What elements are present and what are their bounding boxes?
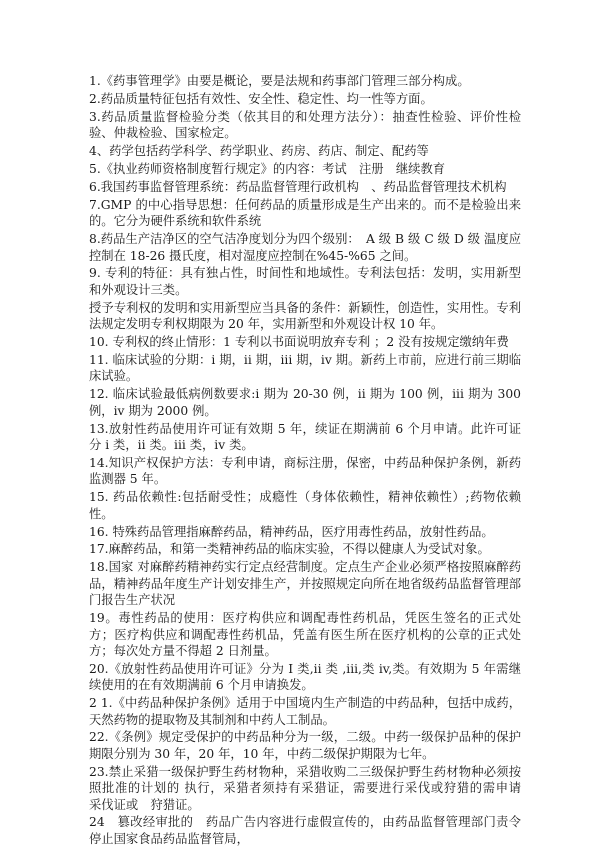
- paragraph: 16. 特殊药品管理指麻醉药品，精神药品，医疗用毒性药品，放射性药品。: [89, 524, 494, 539]
- paragraph: 13.放射性药品使用许可证有效期 5 年，续证在期满前 6 个月申请。此许可证分 i 类，ii 类。iii 类，iv 类。: [89, 421, 521, 453]
- paragraph: 10. 专利权的终止情形：1 专利以书面说明放弃专利 ；2 没有按规定缴纳年费: [89, 335, 509, 350]
- paragraph: 17.麻醉药品，和第一类精神药品的临床实验，不得以健康人为受试对象。: [89, 542, 490, 557]
- paragraph: 11. 临床试验的分期：i 期，ii 期，iii 期，iv 期。新药上市前，应进行前三期临床试验。: [89, 353, 521, 384]
- paragraph: 12. 临床试验最低病例数要求:i 期为 20-30 例，ii 期为 100 例，iii 期为 300 例，iv 期为 2000 例。: [89, 387, 521, 418]
- paragraph: 14.知识产权保护方法：专利申请，商标注册，保密，中药品种保护条例，新药监测器 5 年。: [89, 455, 521, 487]
- paragraph: 8.药品生产洁净区的空气洁净度划分为四个级别： A 级 B 级 C 级 D 级 温度应控制在 18-26 摄氏度，相对湿度应控制在%45-%65 之间。: [89, 232, 521, 263]
- paragraph: 18.国家 对麻醉药精神药实行定点经营制度。定点生产企业必须严格按照麻醉药品，精神药品年度生产计划安排生产，并按照规定向所在地省级药品监督管理部门报告生产状况: [89, 560, 521, 608]
- paragraph: 7.GMP 的中心指导思想：任何药品的质量形成是生产出来的。而不是检验出来的。它分为硬件系统和软件系统: [89, 197, 521, 229]
- paragraph: 2 1.《中药品种保护条例》适用于中国境内生产制造的中药品种，包括中成药，天然药物的提取物及其制剂和中药人工制品。: [89, 696, 521, 727]
- paragraph: 5.《执业药师资格制度暂行规定》的内容：考试 注册 继续教育: [89, 162, 446, 177]
- paragraph: 24 篡改经审批的 药品广告内容进行虚假宣传的，由药品监督管理部门责令停止国家食品药品监督管局，: [89, 815, 521, 846]
- document-body: [89, 73, 534, 849]
- paragraph: 23.禁止采猎一级保护野生药材物种，采猎收购二三级保护野生药材物种必须按照批准的计划的 执行，采猎者须持有采猎证，需要进行采伐或狩猎的需申请 采伐证或 狩猎证。: [89, 764, 534, 812]
- paragraph: 授予专利权的发明和实用新型应当具备的条件：新颖性，创造性，实用性。专利法规定发明专利权期限为 20 年，实用新型和外观设计权 10 年。: [89, 300, 521, 332]
- paragraph: 3.药品质量监督检验分类（依其目的和处理方法分）：抽查性检验、评价性检验、仲裁检验、国家检定。: [89, 109, 521, 141]
- paragraph: 6.我国药事监督管理系统：药品监督管理行政机构 、药品监督管理技术机构: [89, 179, 507, 194]
- paragraph: 22.《条例》规定受保护的中药品种分为一级，二级。中药一级保护品种的保护期限分别为 30 年，20 年，10 年，中药二级保护期限为七年。: [89, 730, 521, 761]
- paragraph: 15. 药品依赖性:包括耐受性；成瘾性（身体依赖性，精神依赖性）;药物依赖性。: [89, 490, 521, 521]
- paragraph: 4、药学包括药学科学、药学职业、药房、药店、制定、配药等: [89, 144, 429, 159]
- paragraph: 9. 专利的特征：具有独占性，时间性和地域性。专利法包括：发明，实用新型和外观设计三类。: [89, 266, 521, 297]
- paragraph: 19。毒性药品的使用：医疗构供应和调配毒性药机品，凭医生签名的正式处方；医疗构供应和调配毒性药机品，凭盖有医生所在医疗机构的公章的正式处方；每次处方量不得超 2 日剂量。: [89, 611, 521, 658]
- paragraph: 20.《放射性药品使用许可证》分为 I 类,ii 类 ,iii,类 iv,类。有效期为 5 年需继续使用的在有效期满前 6 个月申请换发。: [89, 661, 521, 693]
- paragraph: 2.药品质量特征包括有效性、安全性、稳定性、均一性等方面。: [89, 91, 433, 106]
- paragraph: 1.《药事管理学》由要是概论，要是法规和药事部门管理三部分构成。: [89, 74, 470, 88]
